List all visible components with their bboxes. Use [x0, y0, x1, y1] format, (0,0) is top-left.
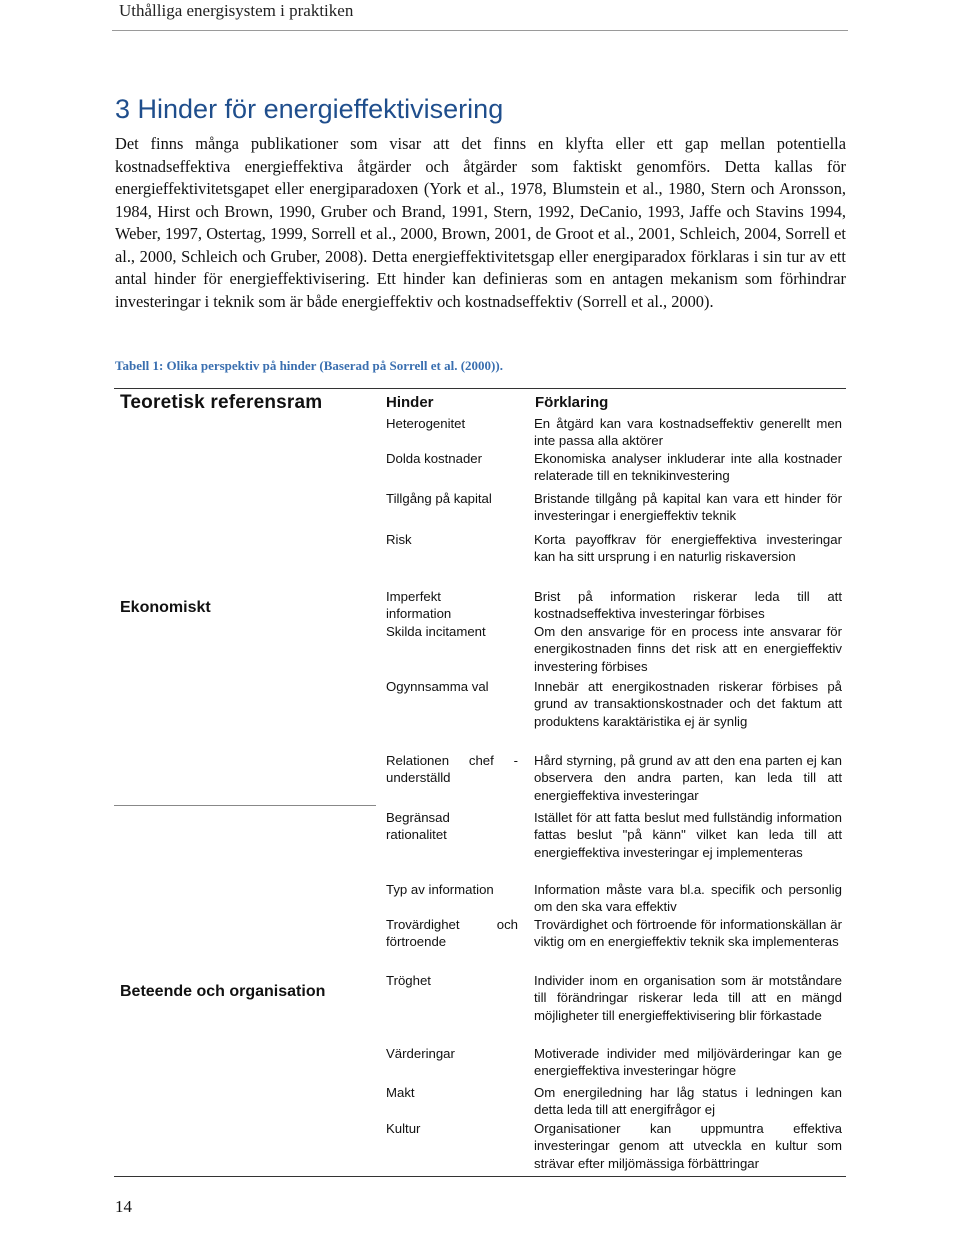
category-behaviour-organisation: Beteende och organisation: [120, 983, 326, 1000]
table-top-rule: [114, 388, 846, 389]
explanation-cell: Brist på information riskerar leda till att kostnadseffektiva investeringar förbises: [534, 589, 842, 622]
header-explanation: Förklaring: [535, 394, 609, 411]
explanation-cell: Hård styrning, på grund av att den ena parten ej kan observera den andra parten, kan leda till att energieffektiva investeringar: [534, 753, 842, 803]
explanation-cell: Bristande tillgång på kapital kan vara ett hinder för investeringar i energieffektiv teknik: [534, 491, 842, 524]
category-divider: [114, 805, 376, 806]
barrier-cell: Dolda kostnader: [386, 451, 483, 466]
barrier-cell: Makt: [386, 1085, 415, 1100]
page-number: 14: [115, 1197, 132, 1216]
barrier-cell: Tröghet: [386, 973, 431, 988]
barrier-cell: Relationen chef - underställd: [386, 753, 518, 786]
explanation-cell: Motiverade individer med miljövärderingar kan ge energieffektiva investeringar högre: [534, 1046, 842, 1079]
explanation-cell: Korta payoffkrav för energieffektiva investeringar kan ha sitt ursprung i en naturlig riskaversion: [534, 532, 842, 565]
header-barrier: Hinder: [386, 394, 434, 411]
table-bottom-rule: [114, 1176, 846, 1177]
explanation-cell: Istället för att fatta beslut med fullständig information fattas beslut "på känn" vilket kan leda till att energieffektiva investeringar ej implementeras: [534, 810, 842, 860]
header-divider: [112, 30, 848, 31]
barrier-cell: Värderingar: [386, 1046, 455, 1061]
barrier-cell: Imperfekt information: [386, 589, 452, 622]
barrier-cell: Tillgång på kapital: [386, 491, 492, 506]
barrier-cell: Typ av information: [386, 882, 494, 897]
explanation-cell: Information måste vara bl.a. specifik och personlig om den ska vara effektiv: [534, 882, 842, 915]
header-frame: Teoretisk referensram: [120, 392, 323, 413]
section-heading: 3 Hinder för energieffektivisering: [115, 94, 504, 124]
barrier-cell: Ogynnsamma val: [386, 679, 489, 694]
barrier-cell: Skilda incitament: [386, 624, 486, 639]
explanation-cell: Ekonomiska analyser inkluderar inte alla kostnader relaterade till en teknikinvestering: [534, 451, 842, 484]
running-header: Uthålliga energisystem i praktiken: [119, 1, 354, 20]
explanation-cell: En åtgärd kan vara kostnadseffektiv generellt men inte passa alla aktörer: [534, 416, 842, 449]
barrier-cell: Kultur: [386, 1121, 421, 1136]
explanation-cell: Om den ansvarige för en process inte ansvarar för energikostnaden finns det risk att en energieffektiv investering förbises: [534, 624, 842, 674]
explanation-cell: Individer inom en organisation som är motståndare till förändringar riskerar leda till att en mängd möjligheter till energieffektivisering blir förkastade: [534, 973, 842, 1023]
explanation-cell: Om energiledning har låg status i ledningen kan detta leda till att energifrågor ej: [534, 1085, 842, 1118]
barrier-cell: Heterogenitet: [386, 416, 466, 431]
explanation-cell: Trovärdighet och förtroende för informationskällan är viktig om en energieffektiv teknik ska implementeras: [534, 917, 842, 950]
category-economic: Ekonomiskt: [120, 599, 211, 616]
table-caption: Tabell 1: Olika perspektiv på hinder (Baserad på Sorrell et al. (2000)).: [115, 358, 503, 373]
intro-paragraph: Det finns många publikationer som visar att det finns en klyfta eller ett gap mellan potentiella kostnadseffektiva energieffektiva åtgärder och åtgärder som faktiskt genomförs. Detta kallas för energieffektivitetsgapet eller energiparadoxen (York et al., 1978, Blumstein et al., 1980, Stern och Aronsson, 1984, Hirst och Brown, 1990, Gruber och Brand, 1991, Stern, 1992, DeCanio, 1993, Jaffe och Stavins 1994, Weber, 1997, Ostertag, 1999, Sorrell et al., 2000, Brown, 2001, de Groot et al., 2001, Schleich, 2004, Sorrell et al., 2000, Schleich och Gruber, 2008). Detta energieffektivitetsgap eller energiparadox förklaras i sin tur av ett antal hinder för energieffektivisering. Ett hinder kan definieras som en antagen mekanism som förhindrar investeringar i teknik som är både energieffektiv och kostnadseffektiv (Sorrell et al., 2000).: [115, 134, 846, 311]
barrier-cell: Begränsad rationalitet: [386, 810, 450, 843]
explanation-cell: Innebär att energikostnaden riskerar förbises på grund av transaktionskostnader och det faktum att produktens karaktäristika ej är synlig: [534, 679, 842, 729]
barrier-cell: Risk: [386, 532, 412, 547]
explanation-cell: Organisationer kan uppmuntra effektiva investeringar genom att utveckla en kultur som strävar efter miljömässiga förbättringar: [534, 1121, 842, 1171]
barrier-cell: Trovärdighet och förtroende: [386, 917, 518, 950]
